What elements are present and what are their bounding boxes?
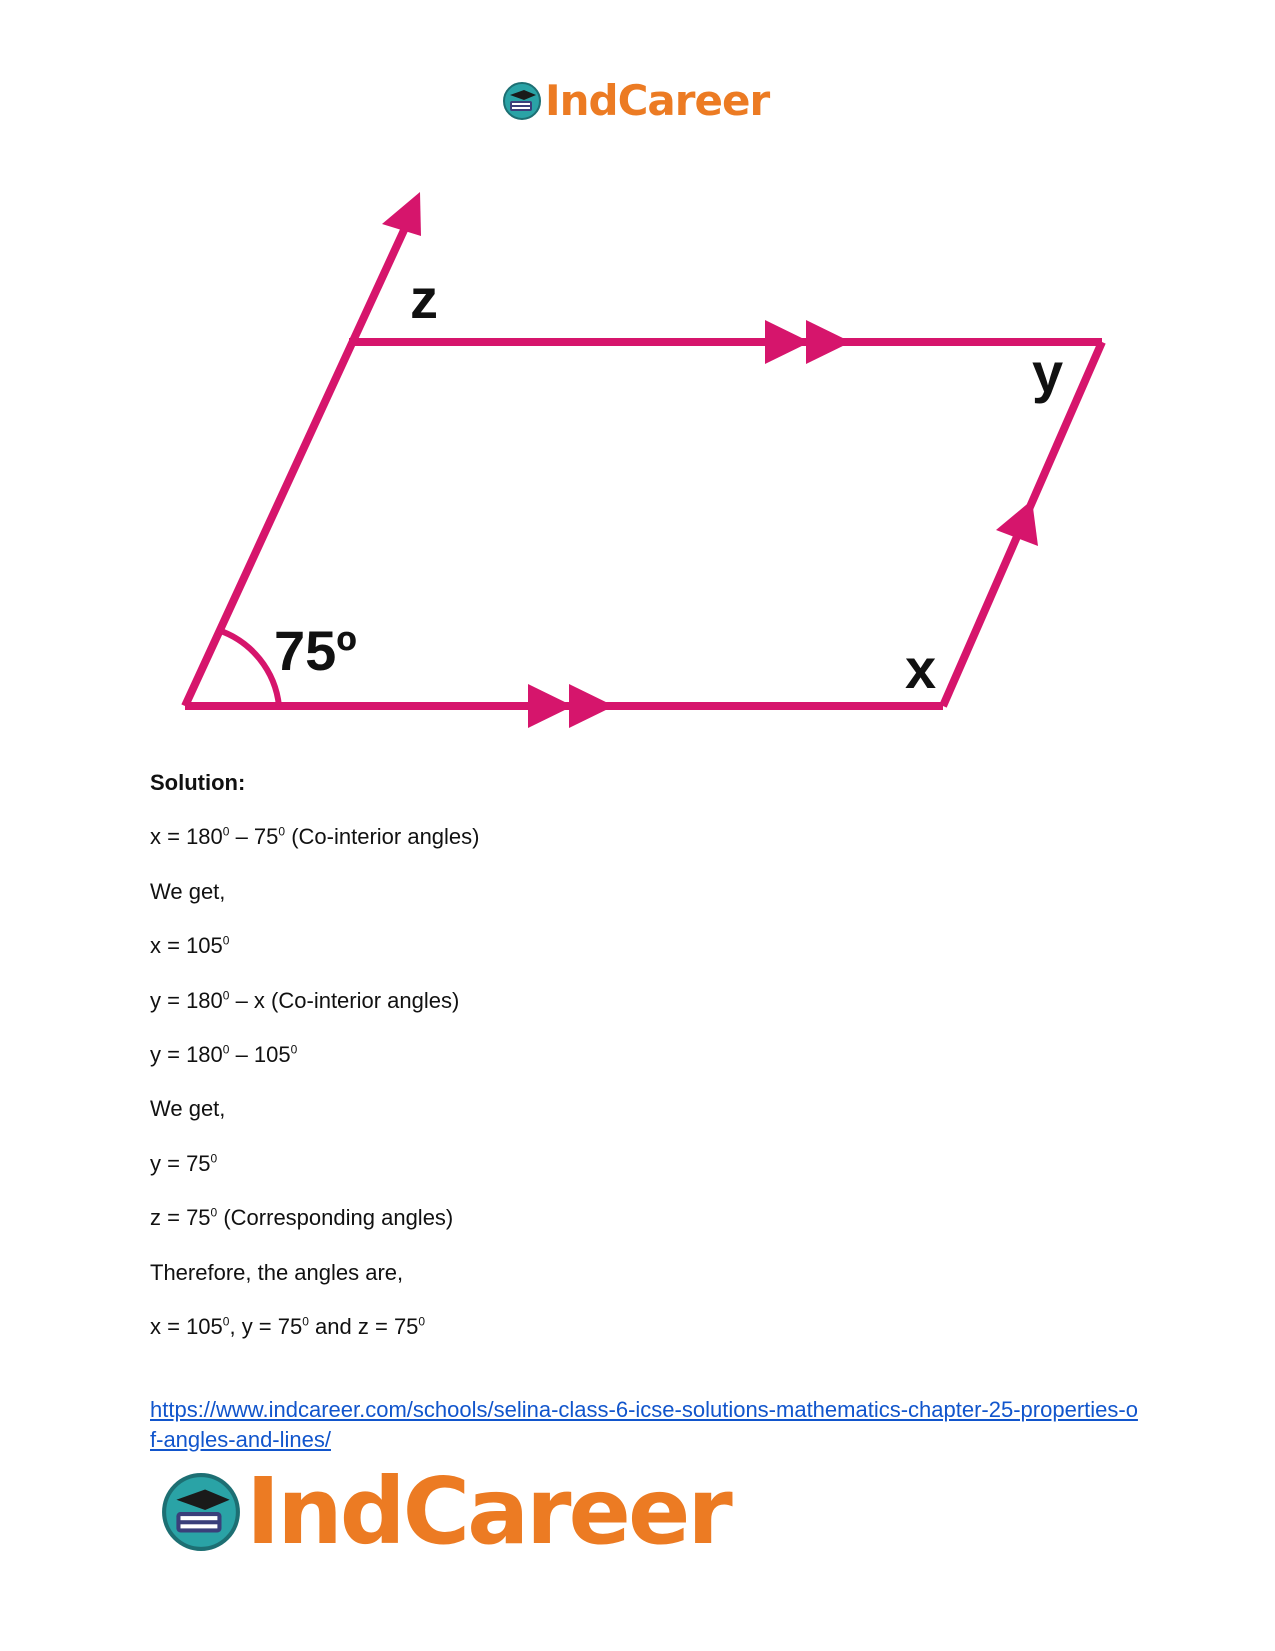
line-text: y = 180	[150, 987, 223, 1013]
solution-line	[150, 1205, 1130, 1231]
parallelogram-diagram	[0, 0, 1275, 740]
footer-logo	[160, 1458, 730, 1565]
parallel-arrow-icon	[806, 320, 851, 364]
degree-superscript: 0	[210, 1205, 218, 1220]
line-text: , y = 75	[229, 1313, 303, 1339]
label-y: y	[1032, 341, 1064, 404]
line-text: Therefore, the angles are,	[150, 1259, 404, 1285]
solution-section	[150, 770, 1130, 1368]
degree-superscript: 0	[222, 988, 230, 1003]
line-text: (Co-interior angles)	[285, 824, 480, 850]
line-text: x = 105	[150, 933, 223, 959]
solution-line	[150, 824, 1130, 850]
label-angle: 75º	[274, 619, 357, 682]
line-text: x = 105	[150, 1313, 223, 1339]
line-text: y = 75	[150, 1150, 211, 1176]
solution-line	[150, 988, 1130, 1014]
solution-lines	[150, 824, 1130, 1340]
solution-line	[150, 1042, 1130, 1068]
source-link[interactable]: https://www.indcareer.com/schools/selina-class-6-icse-solutions-mathematics-chapter-25-properties-of-angles-and-lines/	[150, 1397, 1138, 1452]
label-z: z	[410, 267, 438, 330]
line-text: x = 180	[150, 824, 223, 850]
line-text: – x (Co-interior angles)	[229, 987, 460, 1013]
line-text: – 105	[229, 1041, 291, 1067]
degree-superscript: 0	[418, 1314, 426, 1329]
line-text: – 75	[229, 824, 279, 850]
line-text: z = 75	[150, 1205, 211, 1231]
solution-line	[150, 933, 1130, 959]
line-text: We get,	[150, 878, 226, 904]
line-text: We get,	[150, 1096, 226, 1122]
degree-superscript: 0	[210, 1151, 218, 1166]
label-x: x	[905, 637, 937, 700]
solution-line	[150, 1096, 1130, 1122]
arrowhead-icon	[382, 192, 421, 236]
degree-superscript: 0	[222, 1314, 230, 1329]
solution-line	[150, 1260, 1130, 1286]
parallel-arrow-icon	[569, 684, 614, 728]
line-text: (Corresponding angles)	[217, 1205, 454, 1231]
solution-line	[150, 1314, 1130, 1340]
degree-superscript: 0	[290, 1042, 298, 1057]
line-text: y = 180	[150, 1041, 223, 1067]
line-text: and z = 75	[308, 1313, 419, 1339]
logo-globe-icon	[160, 1471, 242, 1553]
degree-superscript: 0	[222, 825, 230, 840]
degree-superscript: 0	[222, 933, 230, 948]
header-logo-text: IndCareer	[545, 76, 770, 125]
solution-line	[150, 879, 1130, 905]
solution-heading: Solution:	[150, 770, 246, 795]
parallel-arrow-icon	[765, 320, 810, 364]
angle-arc	[218, 630, 279, 706]
solution-line	[150, 1151, 1130, 1177]
degree-superscript: 0	[302, 1314, 309, 1329]
parallel-arrow-icon	[528, 684, 573, 728]
degree-superscript: 0	[222, 1042, 230, 1057]
footer-logo-text: IndCareer	[246, 1458, 730, 1565]
degree-superscript: 0	[278, 825, 286, 840]
